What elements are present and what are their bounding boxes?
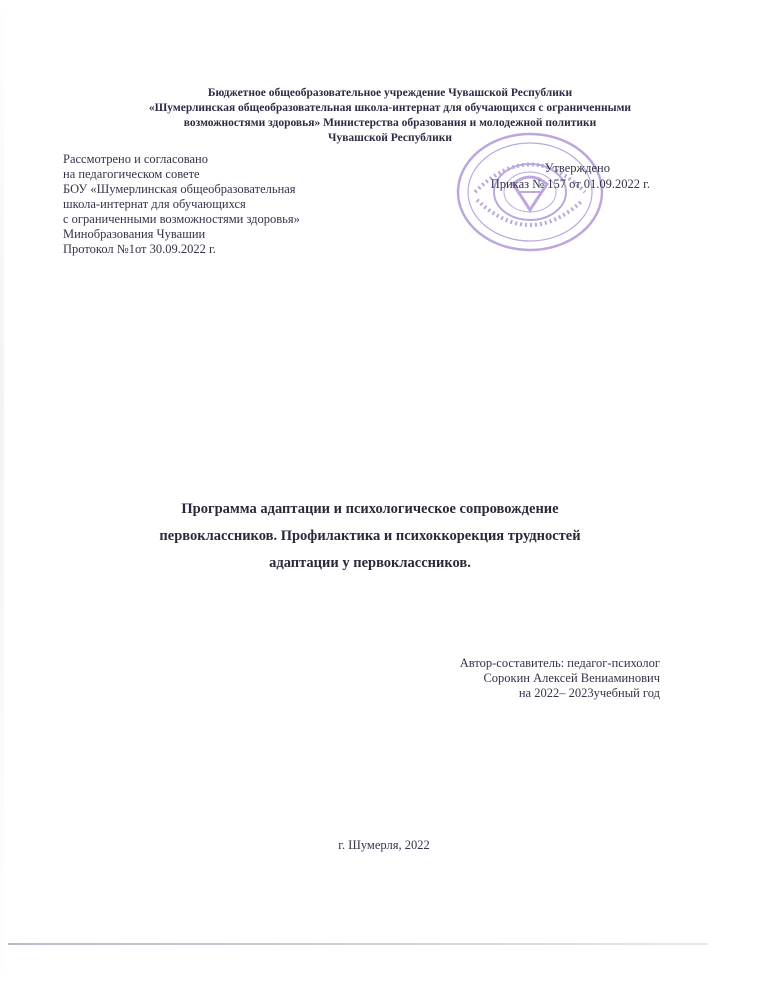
city-year: г. Шумерля, 2022 bbox=[338, 838, 430, 852]
considered-line: Минобразования Чувашии bbox=[63, 227, 206, 241]
header-line: «Шумерлинская общеобразовательная школа-интернат для обучающихся с ограниченными bbox=[148, 102, 632, 114]
author-block bbox=[380, 656, 660, 701]
considered-line: школа-интернат для обучающихся bbox=[63, 197, 246, 211]
approval-order: Приказ № 157 от 01.09.2022 г. bbox=[490, 177, 650, 191]
considered-line: Рассмотрено и согласовано bbox=[63, 152, 208, 166]
title-line: адаптации у первоклассников. bbox=[269, 555, 471, 571]
author-line: Автор-составитель: педагог-психолог bbox=[459, 656, 660, 670]
approved-block bbox=[450, 160, 650, 192]
scan-bottom-line bbox=[8, 943, 708, 945]
program-title bbox=[100, 496, 640, 577]
author-line: на 2022– 2023учебный год bbox=[518, 686, 660, 700]
considered-line: БОУ «Шумерлинская общеобразовательная bbox=[63, 182, 296, 196]
official-seal-stamp bbox=[455, 132, 605, 252]
considered-line: с ограниченными возможностями здоровья» bbox=[63, 212, 300, 226]
considered-block bbox=[63, 152, 383, 257]
header-line: Бюджетное общеобразовательное учреждение Чувашской Республики bbox=[207, 87, 573, 99]
header-line: возможностями здоровья» Министерства образования и молодежной политики bbox=[183, 117, 597, 129]
header-line: Чувашской Республики bbox=[328, 132, 452, 144]
author-line: Сорокин Алексей Вениаминович bbox=[483, 671, 660, 685]
considered-line: на педагогическом совете bbox=[63, 167, 200, 181]
approved-label: Утверждено bbox=[544, 161, 610, 175]
title-line: первоклассников. Профилактика и психоккорекция трудностей bbox=[159, 528, 581, 544]
institution-header bbox=[80, 86, 700, 146]
considered-line: Протокол №1от 30.09.2022 г. bbox=[63, 242, 216, 256]
title-line: Программа адаптации и психологическое сопровождение bbox=[181, 501, 559, 517]
